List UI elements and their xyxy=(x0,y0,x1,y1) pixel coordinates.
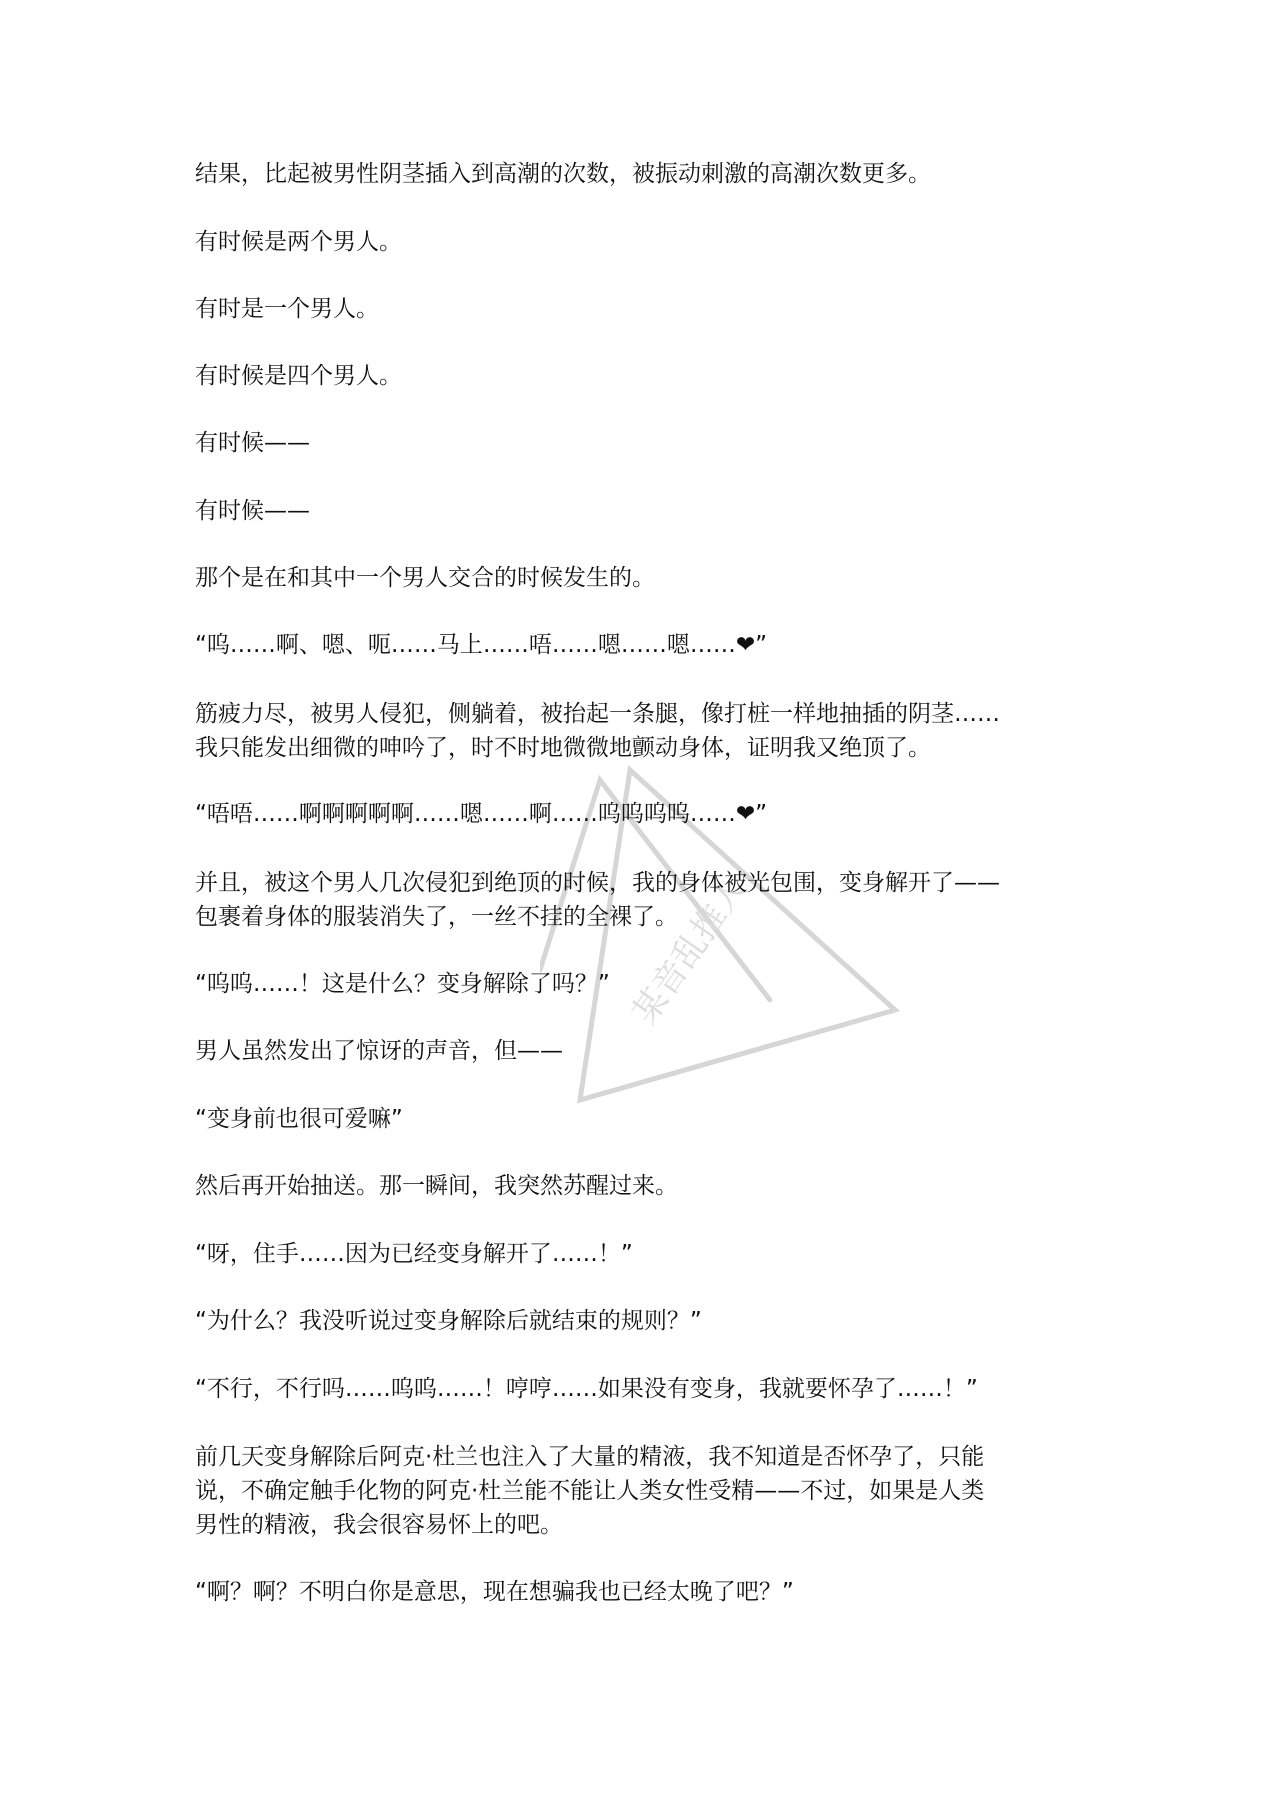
paragraph: 有时候—— xyxy=(195,498,310,524)
svg-text:某音乱推人: 某音乱推人 xyxy=(624,869,756,1032)
paragraph: 筋疲力尽，被男人侵犯，侧躺着，被抬起一条腿，像打桩一样地抽插的阴茎…… 我只能发出细微的呻吟了，时不时地微微地颤动身体，证明我又绝顶了。 xyxy=(195,701,1000,761)
paragraph: 有时是一个男人。 xyxy=(195,296,379,322)
paragraph: 前几天变身解除后阿克·杜兰也注入了大量的精液，我不知道是否怀孕了，只能 说，不确定触手化物的阿克·杜兰能不能让人类女性受精——不过，如果是人类 男性的精液，我会很容易怀上的吧。 xyxy=(195,1444,985,1538)
dialogue: “不行，不行吗……呜呜……！哼哼……如果没有变身，我就要怀孕了……！” xyxy=(195,1376,978,1402)
dialogue: “变身前也很可爱嘛” xyxy=(195,1106,403,1132)
dialogue: “啊？啊？不明白你是意思，现在想骗我也已经太晚了吧？” xyxy=(195,1579,794,1605)
dialogue: “呜……啊、嗯、呃……马上……唔……嗯……嗯……❤” xyxy=(195,632,768,658)
paragraph: 然后再开始抽送。那一瞬间，我突然苏醒过来。 xyxy=(195,1173,678,1199)
paragraph: 有时候—— xyxy=(195,430,310,456)
paragraph: 结果，比起被男性阴茎插入到高潮的次数，被振动刺激的高潮次数更多。 xyxy=(195,161,931,187)
paragraph: 那个是在和其中一个男人交合的时候发生的。 xyxy=(195,565,655,591)
dialogue: “呀，住手……因为已经变身解开了……！” xyxy=(195,1241,633,1267)
dialogue: “呜呜……！这是什么？变身解除了吗？” xyxy=(195,971,610,997)
dialogue: “为什么？我没听说过变身解除后就结束的规则？” xyxy=(195,1308,702,1334)
paragraph: 有时候是四个男人。 xyxy=(195,363,402,389)
dialogue: “唔唔……啊啊啊啊啊……嗯……啊……呜呜呜呜……❤” xyxy=(195,801,768,827)
paragraph: 并且，被这个男人几次侵犯到绝顶的时候，我的身体被光包围，变身解开了—— 包裹着身体的服装消失了，一丝不挂的全裸了。 xyxy=(195,870,1000,930)
paragraph: 有时候是两个男人。 xyxy=(195,229,402,255)
paragraph: 男人虽然发出了惊讶的声音，但—— xyxy=(195,1038,563,1064)
